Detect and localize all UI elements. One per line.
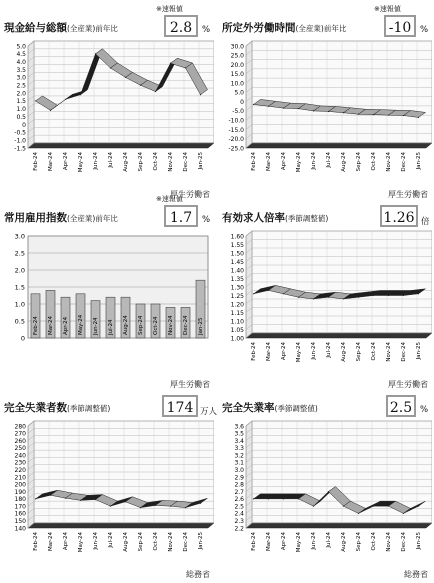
y-tick-label: 0.5 [16,113,26,121]
x-tick-label: Jan-25 [416,532,422,550]
y-tick-label: 2.9 [234,474,244,482]
data-point [95,53,96,54]
data-point [298,108,299,109]
preliminary-note: ※速報値 [374,5,401,13]
value-unit: % [202,25,211,35]
y-tick-label: -0.5 [14,129,26,137]
data-point [283,498,284,499]
x-tick-label: Aug-24 [341,342,347,362]
latest-value-box: 1.26 [380,205,418,227]
x-tick-label: May-24 [296,152,302,173]
data-point [283,293,284,294]
x-tick-label: Dec-24 [183,532,189,552]
y-tick-label: 230 [14,459,26,467]
y-tick-label: 4.5 [16,51,26,59]
data-point [155,91,156,92]
y-tick-label: -20.0 [228,136,244,144]
y-tick-label: 2.0 [16,90,26,98]
data-point [253,498,254,499]
y-tick-label: 20.0 [230,61,244,69]
y-tick-label: 2.7 [234,488,244,496]
data-point [35,100,36,101]
y-tick-label: 150 [14,518,26,526]
y-tick-label: 3.1 [234,459,244,467]
y-tick-label: 140 [14,525,26,533]
y-tick-label: 1.20 [230,301,244,309]
x-tick-label: Dec-24 [183,315,189,335]
y-tick-label: 3.0 [16,74,26,82]
y-tick-label: 2.5 [234,503,244,511]
y-tick-label: 200 [14,481,26,489]
x-tick-label: May-24 [78,314,84,335]
x-tick-label: Dec-24 [401,532,407,552]
y-tick-label: 2.0 [14,266,25,275]
latest-value-box: 174 [162,395,198,417]
data-point [328,111,329,112]
data-point [358,297,359,298]
data-source: 総務省 [404,570,428,579]
data-point [65,99,66,100]
y-tick-label: 3.5 [16,66,26,74]
latest-value-box: 2.8 [164,15,198,37]
x-tick-label: Apr-24 [63,152,69,171]
data-source: 厚生労働省 [388,190,428,199]
x-tick-label: Nov-24 [386,532,392,552]
data-point [95,499,96,500]
chart-svg [222,420,432,570]
x-tick-label: Nov-24 [386,342,392,362]
y-tick-label: 220 [14,467,26,475]
y-tick-label: 1.0 [16,106,26,114]
chart-svg [222,230,432,380]
value-unit: % [202,215,211,225]
data-point [80,94,81,95]
chart-title: 現金給与総額(全産業)前年比 [4,22,118,34]
y-tick-label: 1.05 [230,326,244,334]
x-tick-label: Sep-24 [138,532,144,552]
x-tick-label: Feb-24 [251,342,257,361]
data-point [283,108,284,109]
latest-value-box: -10 [384,15,416,37]
x-tick-label: Aug-24 [123,152,129,172]
x-tick-label: Jun-24 [311,532,317,550]
chart-svg [4,420,214,570]
x-tick-label: Jul-24 [326,152,332,168]
data-point [358,114,359,115]
data-point [373,114,374,115]
chart-panel-unemployed [4,386,218,579]
x-tick-label: Mar-24 [266,152,272,172]
x-tick-label: Jul-24 [108,532,114,548]
data-point [403,295,404,296]
data-point [170,506,171,507]
data-point [50,495,51,496]
data-point [125,77,126,78]
y-tick-label: 190 [14,488,26,496]
value-unit: 倍 [421,217,430,227]
data-point [140,507,141,508]
x-tick-label: Jul-24 [108,319,114,335]
y-tick-label: 5.0 [234,89,244,97]
x-tick-label: Sep-24 [356,342,362,362]
y-tick-label: 0 [240,98,244,106]
data-point [268,290,269,291]
data-point [313,506,314,507]
y-tick-label: -1.0 [14,137,26,145]
x-tick-label: Aug-24 [341,532,347,552]
y-tick-label: 1.40 [230,267,244,275]
x-tick-label: Nov-24 [168,315,174,335]
side-wall [28,41,34,148]
chart-panel-overtime [222,5,432,199]
x-tick-label: Oct-24 [371,152,377,171]
value-unit: % [420,25,429,35]
value-unit: 万人 [200,407,218,417]
x-tick-label: Nov-24 [168,152,174,172]
y-tick-label: 0 [20,334,25,343]
data-point [418,117,419,118]
x-tick-label: May-24 [296,532,302,553]
data-point [373,295,374,296]
side-wall [246,41,252,148]
x-tick-label: Dec-24 [401,152,407,172]
x-tick-label: Oct-24 [153,152,159,171]
x-tick-label: Aug-24 [123,532,129,552]
x-tick-label: Jan-25 [416,152,422,170]
x-tick-label: Nov-24 [168,532,174,552]
y-tick-label: 2.5 [16,82,26,90]
data-point [110,506,111,507]
x-tick-label: Jul-24 [108,152,114,168]
data-source: 総務省 [186,570,210,579]
x-tick-label: Oct-24 [153,532,159,551]
y-tick-label: 1.55 [230,241,244,249]
x-tick-label: Feb-24 [33,532,39,551]
x-tick-label: Jan-25 [416,342,422,360]
y-tick-label: 3.6 [234,423,244,431]
y-tick-label: 2.3 [234,518,244,526]
y-tick-label: 260 [14,437,26,445]
data-point [328,297,329,298]
data-point [35,498,36,499]
y-tick-label: 1.45 [230,258,244,266]
x-tick-label: Dec-24 [183,152,189,172]
y-tick-label: 280 [14,423,26,431]
y-tick-label: 2.5 [14,249,25,258]
y-tick-label: 1.00 [230,335,244,343]
y-tick-label: 160 [14,510,26,518]
chart-title: 有効求人倍率(季節調整値) [222,212,329,224]
x-tick-label: Nov-24 [386,152,392,172]
floor [246,143,432,148]
data-point [388,506,389,507]
data-point [253,104,254,105]
y-tick-label: 1.60 [230,233,244,241]
x-tick-label: Jan-25 [198,532,204,550]
latest-value-box: 1.7 [164,205,198,227]
floor [246,333,432,338]
x-tick-label: Sep-24 [138,152,144,172]
data-point [403,513,404,514]
y-tick-label: 3.4 [234,437,244,445]
y-tick-label: -15.0 [228,126,244,134]
x-tick-label: Feb-24 [251,152,257,171]
preliminary-note: ※速報値 [156,195,183,203]
data-point [155,505,156,506]
data-point [418,293,419,294]
x-tick-label: Mar-24 [48,315,54,335]
data-source: 厚生労働省 [388,380,428,389]
y-tick-label: 1.5 [16,98,26,106]
y-tick-label: 270 [14,430,26,438]
data-point [125,501,126,502]
x-tick-label: Oct-24 [371,532,377,551]
data-point [268,498,269,499]
data-point [170,63,171,64]
data-point [343,112,344,113]
y-tick-label: 1.10 [230,318,244,326]
y-tick-label: 2.6 [234,496,244,504]
y-tick-label: 3.5 [234,430,244,438]
x-tick-label: Mar-24 [48,532,54,552]
data-point [373,506,374,507]
data-point [388,115,389,116]
x-tick-label: Sep-24 [138,315,144,335]
y-tick-label: 250 [14,445,26,453]
y-tick-label: 1.5 [14,283,25,292]
chart-title: 常用雇用指数(全産業)前年比 [4,212,118,224]
x-tick-label: Jul-24 [326,342,332,358]
x-tick-label: Oct-24 [153,316,159,335]
y-tick-label: 25.0 [230,52,244,60]
data-point [298,498,299,499]
chart-title: 完全失業者数(季節調整値) [4,402,111,414]
chart-panel-job-ratio [222,196,432,389]
floor [246,523,432,528]
y-tick-label: -5.0 [232,108,244,116]
y-tick-label: 0 [22,121,26,129]
data-point [313,110,314,111]
y-tick-label: 3.2 [234,452,244,460]
x-tick-label: Jun-24 [93,317,99,335]
x-tick-label: Jan-25 [198,152,204,170]
y-tick-label: 10.0 [230,80,244,88]
x-tick-label: May-24 [78,152,84,173]
x-tick-label: Dec-24 [401,342,407,362]
y-tick-label: 170 [14,503,26,511]
x-tick-label: Mar-24 [266,342,272,362]
latest-value-box: 2.5 [386,395,416,417]
y-tick-label: 2.4 [234,510,244,518]
x-tick-label: May-24 [296,342,302,363]
chart-title: 完全失業率(季節調整値) [222,402,318,414]
x-tick-label: Sep-24 [356,532,362,552]
data-point [418,506,419,507]
x-tick-label: Aug-24 [123,315,129,335]
x-tick-label: Feb-24 [33,152,39,171]
data-point [388,295,389,296]
floor [28,523,214,528]
y-tick-label: 180 [14,496,26,504]
y-tick-label: 5.0 [16,43,26,51]
data-point [50,110,51,111]
data-source: 厚生労働省 [170,190,210,199]
data-point [298,297,299,298]
chart-panel-unemployment-rate [222,386,432,579]
data-point [80,500,81,501]
value-unit: % [420,405,429,415]
y-tick-label: -10.0 [228,117,244,125]
chart-svg [222,40,432,190]
x-tick-label: Jun-24 [311,152,317,170]
chart-svg [4,230,214,380]
data-point [185,507,186,508]
x-tick-label: Jun-24 [93,532,99,550]
x-tick-label: Jan-25 [198,317,204,335]
x-tick-label: Mar-24 [266,532,272,552]
data-point [200,503,201,504]
y-tick-label: 0.5 [14,317,25,326]
y-tick-label: 4.0 [16,58,26,66]
floor [28,143,214,148]
y-tick-label: 1.30 [230,284,244,292]
x-tick-label: Oct-24 [371,342,377,361]
x-tick-label: Apr-24 [281,532,287,551]
y-tick-label: 1.50 [230,250,244,258]
chart-svg [4,40,214,190]
y-tick-label: 1.0 [14,300,25,309]
x-tick-label: Jul-24 [326,532,332,548]
data-point [140,85,141,86]
data-point [268,106,269,107]
y-tick-label: 210 [14,474,26,482]
x-tick-label: Apr-24 [281,342,287,361]
y-tick-label: 1.35 [230,275,244,283]
data-point [343,506,344,507]
chart-panel-employment-index [4,195,214,389]
y-tick-label: 3.0 [234,467,244,475]
y-tick-label: -25.0 [228,145,244,153]
x-tick-label: Aug-24 [341,152,347,172]
x-tick-label: Apr-24 [63,532,69,551]
y-tick-label: -1.5 [14,145,26,153]
chart-panel-wages [4,5,214,199]
y-tick-label: 1.15 [230,309,244,317]
data-point [403,115,404,116]
y-tick-label: 240 [14,452,26,460]
x-tick-label: Apr-24 [63,316,69,335]
x-tick-label: Feb-24 [251,532,257,551]
y-tick-label: 3.0 [14,232,25,241]
x-tick-label: Feb-24 [33,316,39,335]
y-tick-label: 1.25 [230,292,244,300]
data-point [185,67,186,68]
data-point [343,298,344,299]
data-point [253,293,254,294]
y-tick-label: 2.2 [234,525,244,533]
x-tick-label: Jun-24 [93,152,99,170]
data-point [200,94,201,95]
chart-title: 所定外労働時間(全産業)前年比 [222,22,347,34]
data-point [313,298,314,299]
data-source: 厚生労働省 [170,380,210,389]
y-tick-label: 15.0 [230,71,244,79]
y-tick-label: 3.3 [234,445,244,453]
data-point [358,513,359,514]
x-tick-label: Sep-24 [356,152,362,172]
data-point [328,491,329,492]
data-point [65,498,66,499]
y-tick-label: 2.8 [234,481,244,489]
x-tick-label: Mar-24 [48,152,54,172]
x-tick-label: Jun-24 [311,342,317,360]
x-tick-label: May-24 [78,532,84,553]
y-tick-label: 30.0 [230,43,244,51]
data-point [110,67,111,68]
preliminary-note: ※速報値 [156,5,183,13]
x-tick-label: Apr-24 [281,152,287,171]
